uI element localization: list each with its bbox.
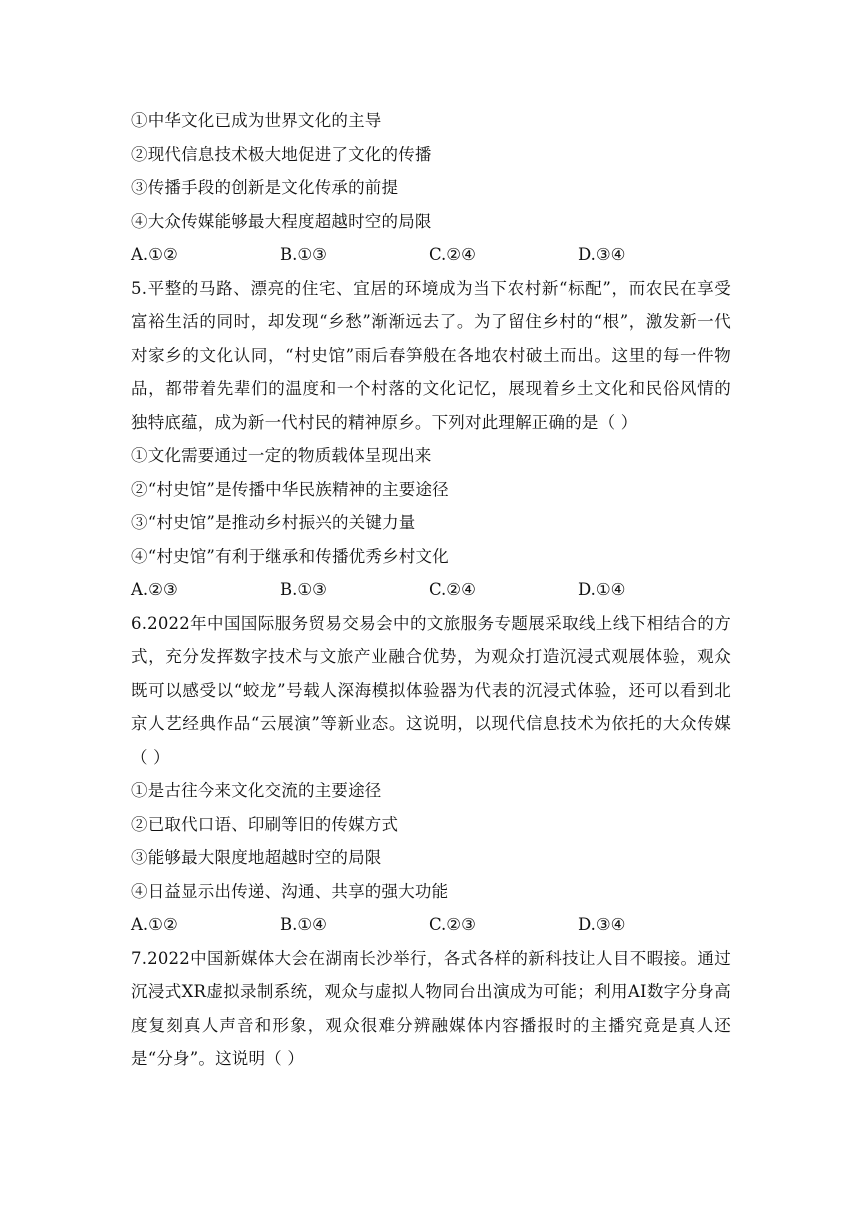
q4-option-b: B.①③ — [280, 245, 327, 264]
question-5 — [131, 272, 731, 607]
question-6 — [131, 607, 731, 942]
q4-option-d: D.③④ — [578, 245, 626, 264]
q5-option-a: A.②③ — [131, 580, 178, 599]
q6-stem: 6.2022年中国国际服务贸易交易会中的文旅服务专题展采取线上线下相结合的方式，充分发挥数字技术与文旅产业融合优势，为观众打造沉浸式观展体验，观众既可以感受以“蛟龙”号载人深海模拟体验器为代表的沉浸式体验，还可以看到北京人艺经典作品“云展演”等新业态。这说明，以现代信息技术为依托的大众传媒（ ） — [131, 613, 731, 767]
q4-item-2: ②现代信息技术极大地促进了文化的传播 — [131, 144, 432, 164]
q6-option-b: B.①④ — [280, 915, 327, 934]
q6-item-1: ①是古往今来文化交流的主要途径 — [131, 781, 382, 800]
q4-option-c: C.②④ — [429, 245, 476, 264]
q6-item-4: ④日益显示出传递、沟通、共享的强大功能 — [131, 881, 449, 901]
q6-options — [131, 908, 731, 942]
exam-page — [131, 104, 731, 1076]
q5-item-1: ①文化需要通过一定的物质载体呈现出来 — [131, 446, 432, 465]
q4-item-4: ④大众传媒能够最大程度超越时空的局限 — [131, 211, 432, 231]
q5-item-4: ④“村史馆”有利于继承和传播优秀乡村文化 — [131, 546, 449, 566]
q6-option-a: A.①② — [131, 915, 178, 934]
question-4 — [131, 104, 731, 272]
q5-option-c: C.②④ — [429, 580, 476, 599]
q4-options — [131, 238, 731, 272]
q4-item-1: ①中华文化已成为世界文化的主导 — [131, 111, 382, 130]
q5-options — [131, 573, 731, 607]
q7-stem: 7.2022中国新媒体大会在湖南长沙举行，各式各样的新科技让人目不暇接。通过沉浸式XR虚拟录制系统，观众与虚拟人物同台出演成为可能；利用AI数字分身高度复刻真人声音和形象，观众很难分辨融媒体内容播报时的主播究竟是真人还是“分身”。这说明（ ） — [131, 948, 731, 1068]
q4-option-a: A.①② — [131, 245, 178, 264]
question-7 — [131, 942, 731, 1076]
q5-option-d: D.①④ — [578, 580, 626, 599]
q5-item-2: ②“村史馆”是传播中华民族精神的主要途径 — [131, 479, 449, 499]
q5-stem: 5.平整的马路、漂亮的住宅、宜居的环境成为当下农村新“标配”，而农民在享受富裕生活的同时，却发现“乡愁”渐渐远去了。为了留住乡村的“根”，激发新一代对家乡的文化认同，“村史馆”雨后春笋般在各地农村破土而出。这里的每一件物品，都带着先辈们的温度和一个村落的文化记忆，展现着乡土文化和民俗风情的独特底蕴，成为新一代村民的精神原乡。下列对此理解正确的是（ ） — [131, 278, 731, 432]
q6-option-c: C.②③ — [429, 915, 476, 934]
q5-item-3: ③“村史馆”是推动乡村振兴的关键力量 — [131, 513, 416, 532]
q6-option-d: D.③④ — [578, 915, 626, 934]
q6-item-3: ③能够最大限度地超越时空的局限 — [131, 848, 382, 867]
q6-item-2: ②已取代口语、印刷等旧的传媒方式 — [131, 814, 399, 834]
q4-item-3: ③传播手段的创新是文化传承的前提 — [131, 178, 399, 197]
q5-option-b: B.①③ — [280, 580, 327, 599]
